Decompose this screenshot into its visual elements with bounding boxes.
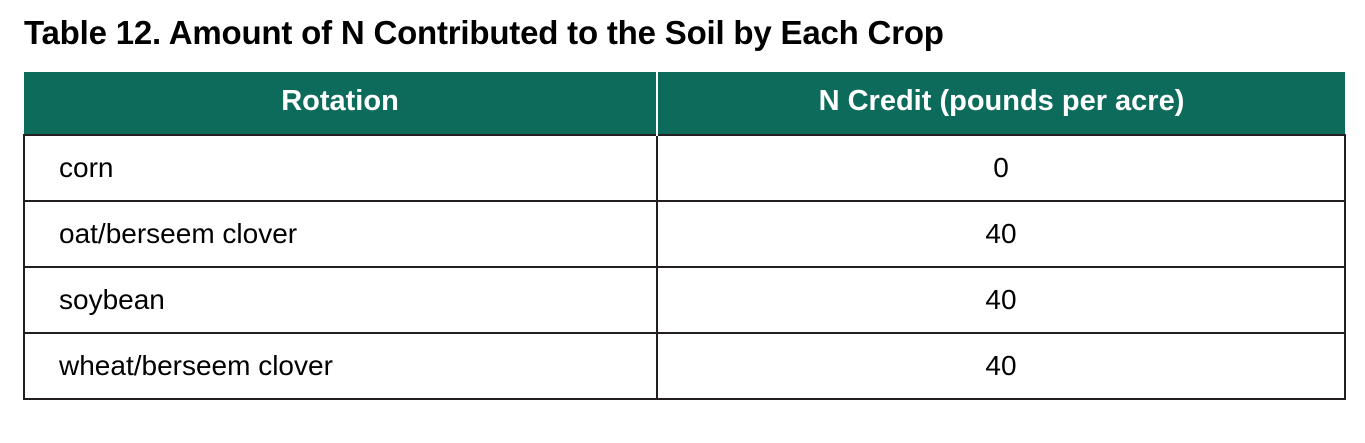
cell-rotation: oat/berseem clover: [24, 201, 657, 267]
column-header-n-credit: N Credit (pounds per acre): [657, 72, 1345, 135]
table-row: [24, 333, 1345, 399]
column-header-rotation: Rotation: [24, 72, 657, 135]
table-row: [24, 201, 1345, 267]
cell-rotation: wheat/berseem clover: [24, 333, 657, 399]
table-row: [24, 135, 1345, 201]
n-credit-table: [23, 72, 1346, 400]
table-caption: Table 12. Amount of N Contributed to the Soil by Each Crop: [24, 14, 944, 51]
table-header: [24, 72, 1345, 135]
table-header-row: [24, 72, 1345, 135]
cell-rotation: corn: [24, 135, 657, 201]
cell-n-credit: 40: [657, 201, 1345, 267]
table-row: [24, 267, 1345, 333]
cell-n-credit: 40: [657, 333, 1345, 399]
table-body: [24, 135, 1345, 399]
cell-n-credit: 40: [657, 267, 1345, 333]
cell-n-credit: 0: [657, 135, 1345, 201]
cell-rotation: soybean: [24, 267, 657, 333]
